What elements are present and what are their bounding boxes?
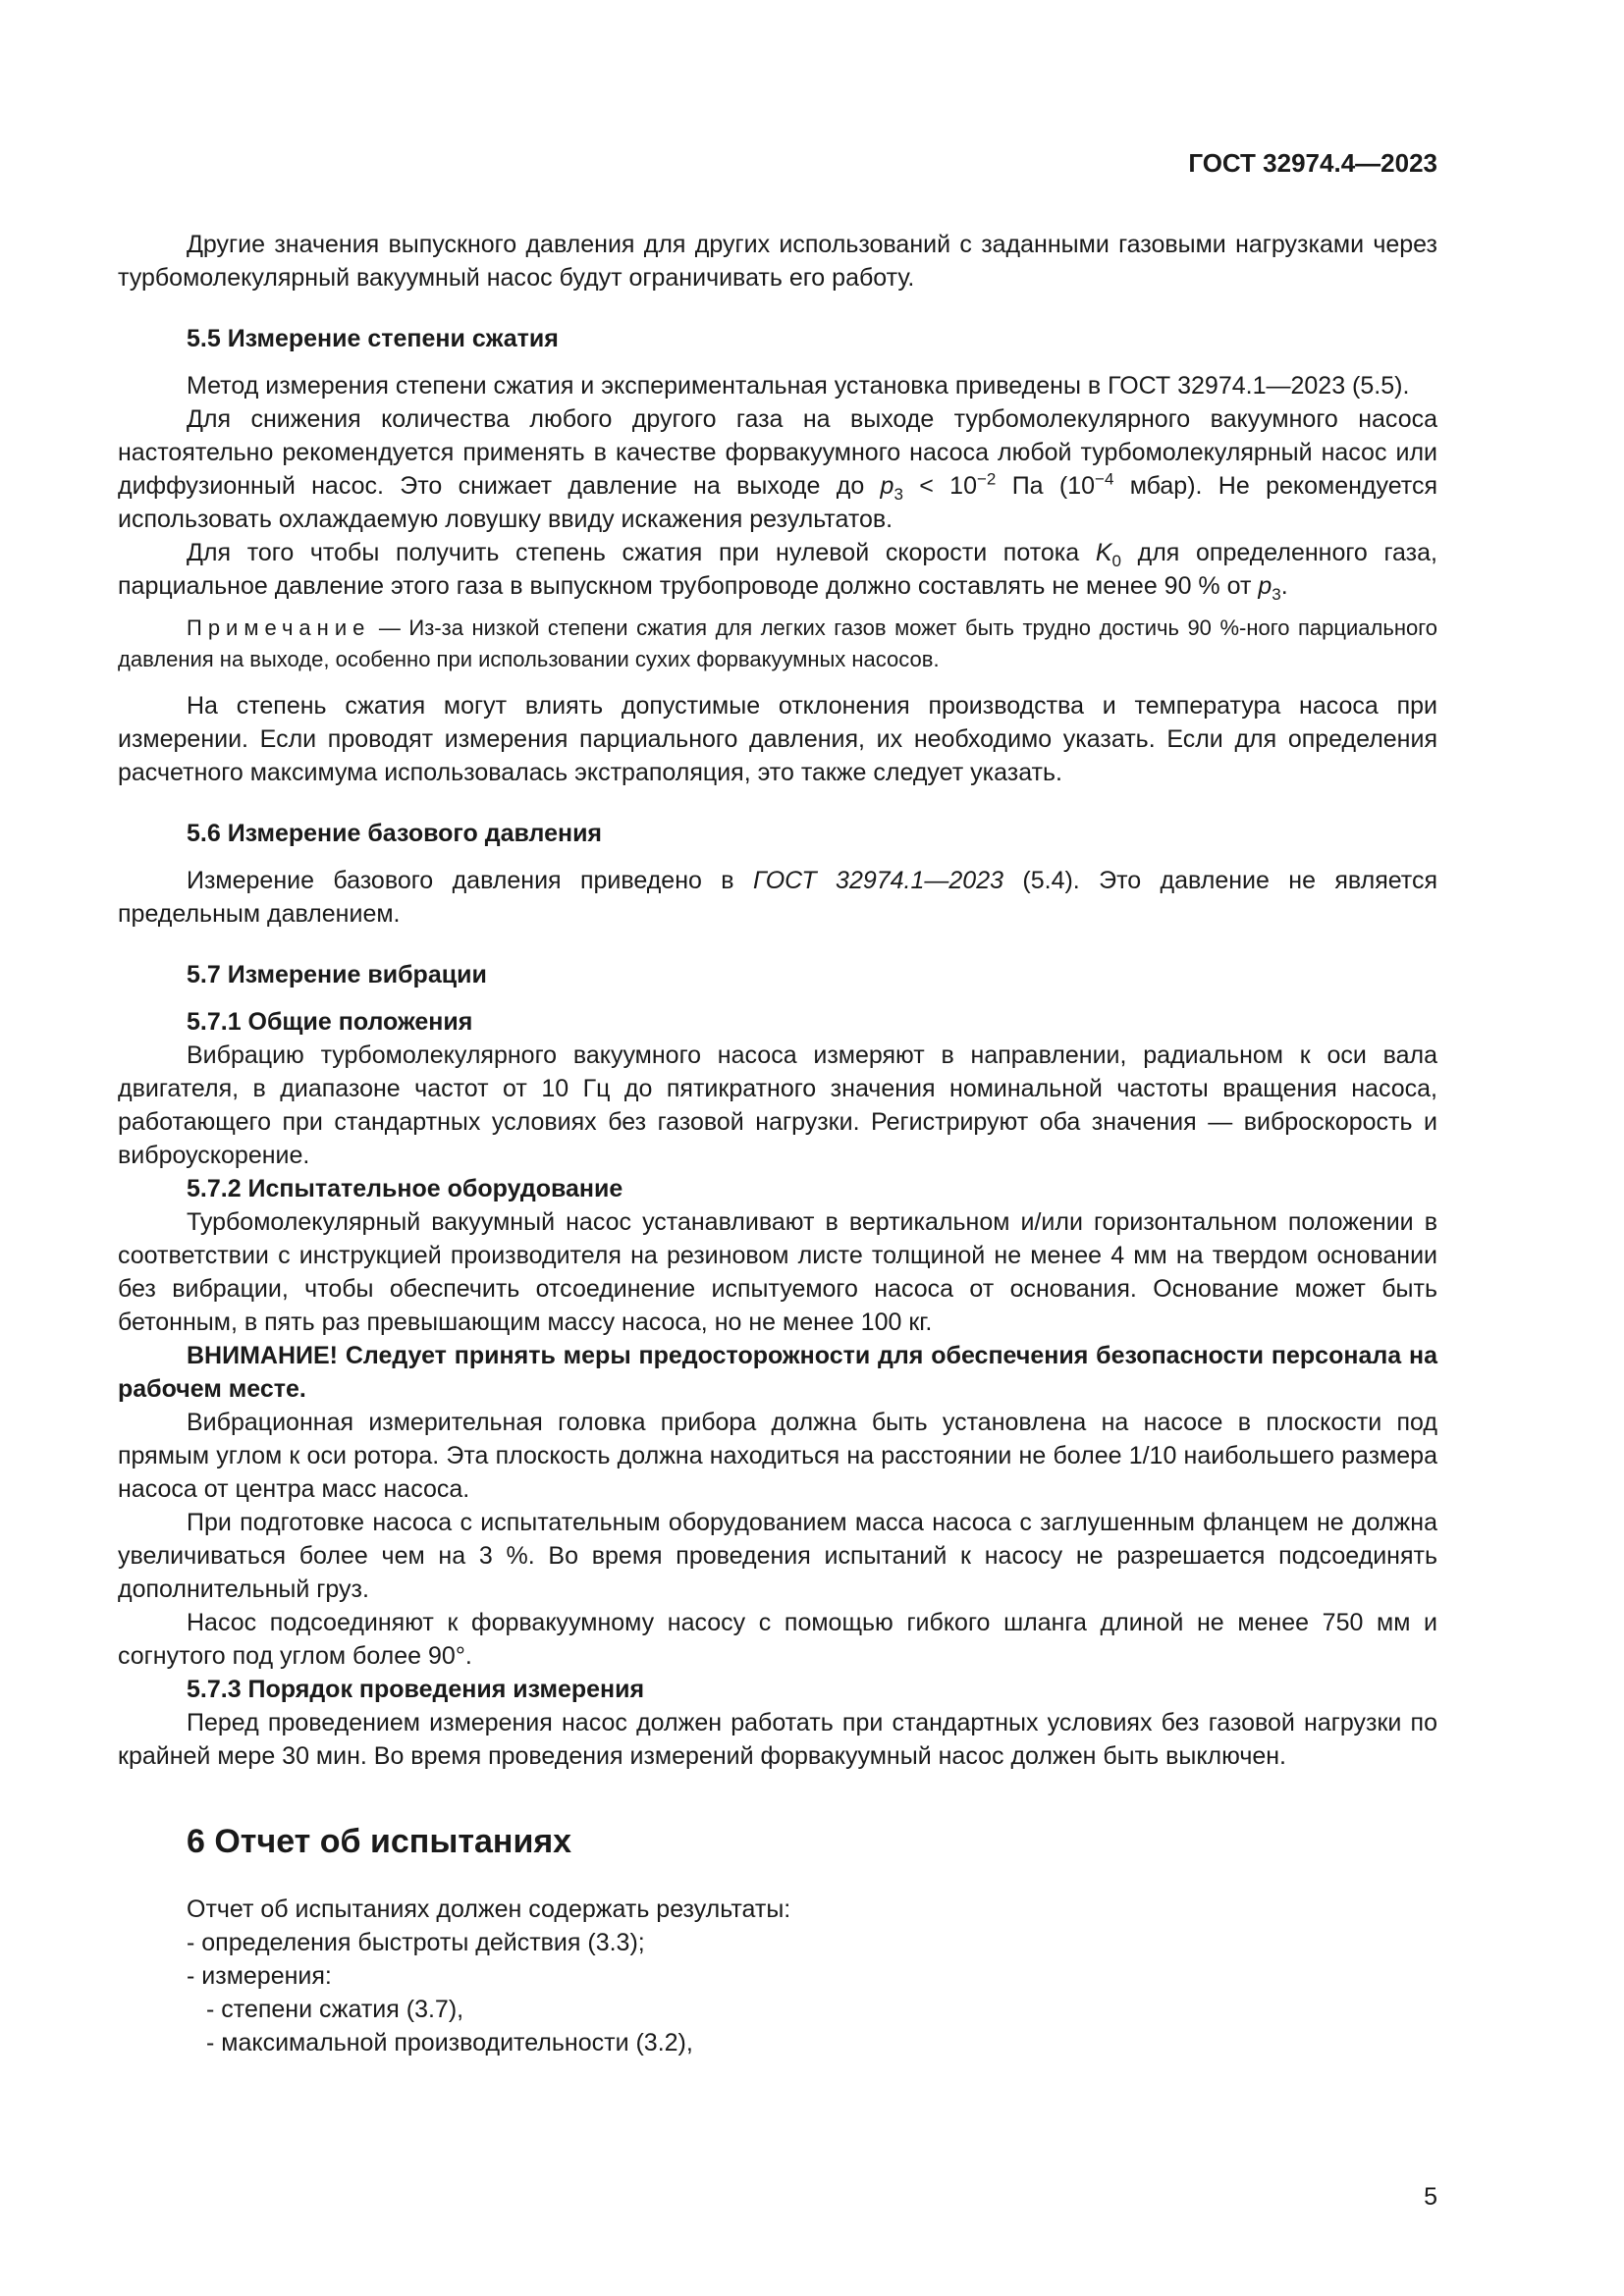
s55-paragraph-2: Для снижения количества любого другого газа на выходе турбомолекулярного вакуумного насоса настоятельно рекомендуется применять в качестве форвакуумного насоса любой турбомолекулярный насос или диффузионный насос. Это снижает давление на выходе до $p_3 < 10^{-2}$ Па ($10^{-4}$ мбар). Не рекомендуется использовать охлаждаемую ловушку ввиду искажения результатов.	[118, 405, 1437, 533]
s572-paragraph-1: Турбомолекулярный вакуумный насос устанавливают в вертикальном и/или горизонтальном положении в соответствии с инструкцией производителя на резиновом листе толщиной не менее 4 мм на твердом основании без вибрации, чтобы обеспечить отсоединение испытуемого насоса от основания. Основание может быть бетонным, в пять раз превышающим массу насоса, но не менее 100 кг.	[118, 1208, 1437, 1336]
intro-paragraph: Другие значения выпускного давления для других использований с заданными газовыми нагрузками через турбомолекулярный вакуумный насос будут ограничивать его работу.	[118, 231, 1437, 292]
sub-list-item: - максимальной производительности (3.2),	[206, 2029, 693, 2056]
s56-paragraph-1: Измерение базового давления приведено в ГОСТ 32974.1—2023 (5.4). Это давление не является предельным давлением.	[118, 867, 1438, 928]
document-header: ГОСТ 32974.4—2023	[1188, 148, 1437, 178]
s572-paragraph-4: Насос подсоединяют к форвакуумному насосу с помощью гибкого шланга длиной не менее 750 мм и согнутого под углом более 90°.	[118, 1609, 1437, 1670]
s572-paragraph-3: При подготовке насоса с испытательным оборудованием масса насоса с заглушенным фланцем не должна увеличиваться более чем на 3 %. Во время проведения испытаний к насосу не разрешается подсоединять дополнительный груз.	[118, 1509, 1437, 1603]
list-item: - измерения:	[187, 1962, 332, 1990]
section-5-5-heading: 5.5 Измерение степени сжатия	[187, 325, 559, 352]
s572-paragraph-2: Вибрационная измерительная головка прибора должна быть установлена на насосе в плоскости под прямым углом к оси ротора. Эта плоскость должна находиться на расстоянии не более 1/10 наибольшего размера насоса от центра масс насоса.	[118, 1409, 1437, 1503]
s55-paragraph-4: На степень сжатия могут влиять допустимые отклонения производства и температура насоса при измерении. Если проводят измерения парциального давления, их необходимо указать. Если для определения расчетного максимума использовалась экстраполяция, это также следует указать.	[118, 692, 1437, 786]
section-5-7-heading: 5.7 Измерение вибрации	[187, 961, 487, 988]
list-item: - определения быстроты действия (3.3);	[187, 1929, 645, 1956]
note-label: Примечание	[187, 615, 371, 640]
s573-paragraph: Перед проведением измерения насос должен работать при стандартных условиях без газовой нагрузки по крайней мере 30 мин. Во время проведения измерений форвакуумный насос должен быть выключен.	[118, 1709, 1437, 1770]
s55-paragraph-3: Для того чтобы получить степень сжатия при нулевой скорости потока $K_0$ для определенного газа, парциальное давление этого газа в выпускном трубопроводе должно составлять не менее 90 % от $p_3$.	[118, 539, 1437, 604]
s55-note: Примечание — Из-за низкой степени сжатия для легких газов может быть трудно достичь 90 %-ного парциального давления на выходе, особенно при использовании сухих форвакуумных насосов.	[118, 615, 1437, 671]
page-number: 5	[1424, 2183, 1437, 2211]
page-body	[118, 228, 1437, 2059]
section-6-heading: 6 Отчет об испытаниях	[187, 1823, 572, 1860]
section-5-7-1-heading: 5.7.1 Общие положения	[187, 1008, 473, 1036]
safety-warning: ВНИМАНИЕ! Следует принять меры предосторожности для обеспечения безопасности персонала на рабочем месте.	[118, 1342, 1437, 1403]
section-5-7-2-heading: 5.7.2 Испытательное оборудование	[187, 1175, 623, 1202]
s6-lead: Отчет об испытаниях должен содержать результаты:	[187, 1896, 791, 1923]
section-5-6-heading: 5.6 Измерение базового давления	[187, 820, 603, 847]
sub-list-item: - степени сжатия (3.7),	[206, 1996, 464, 2023]
s571-paragraph: Вибрацию турбомолекулярного вакуумного насоса измеряют в направлении, радиальном к оси вала двигателя, в диапазоне частот от 10 Гц до пятикратного значения номинальной частоты вращения насоса, работающего при стандартных условиях без газовой нагрузки. Регистрируют оба значения — виброскорость и виброускорение.	[118, 1041, 1437, 1169]
s55-paragraph-1: Метод измерения степени сжатия и экспериментальная установка приведены в ГОСТ 32974.1—2023 (5.5).	[187, 372, 1410, 400]
section-5-7-3-heading: 5.7.3 Порядок проведения измерения	[187, 1676, 645, 1703]
